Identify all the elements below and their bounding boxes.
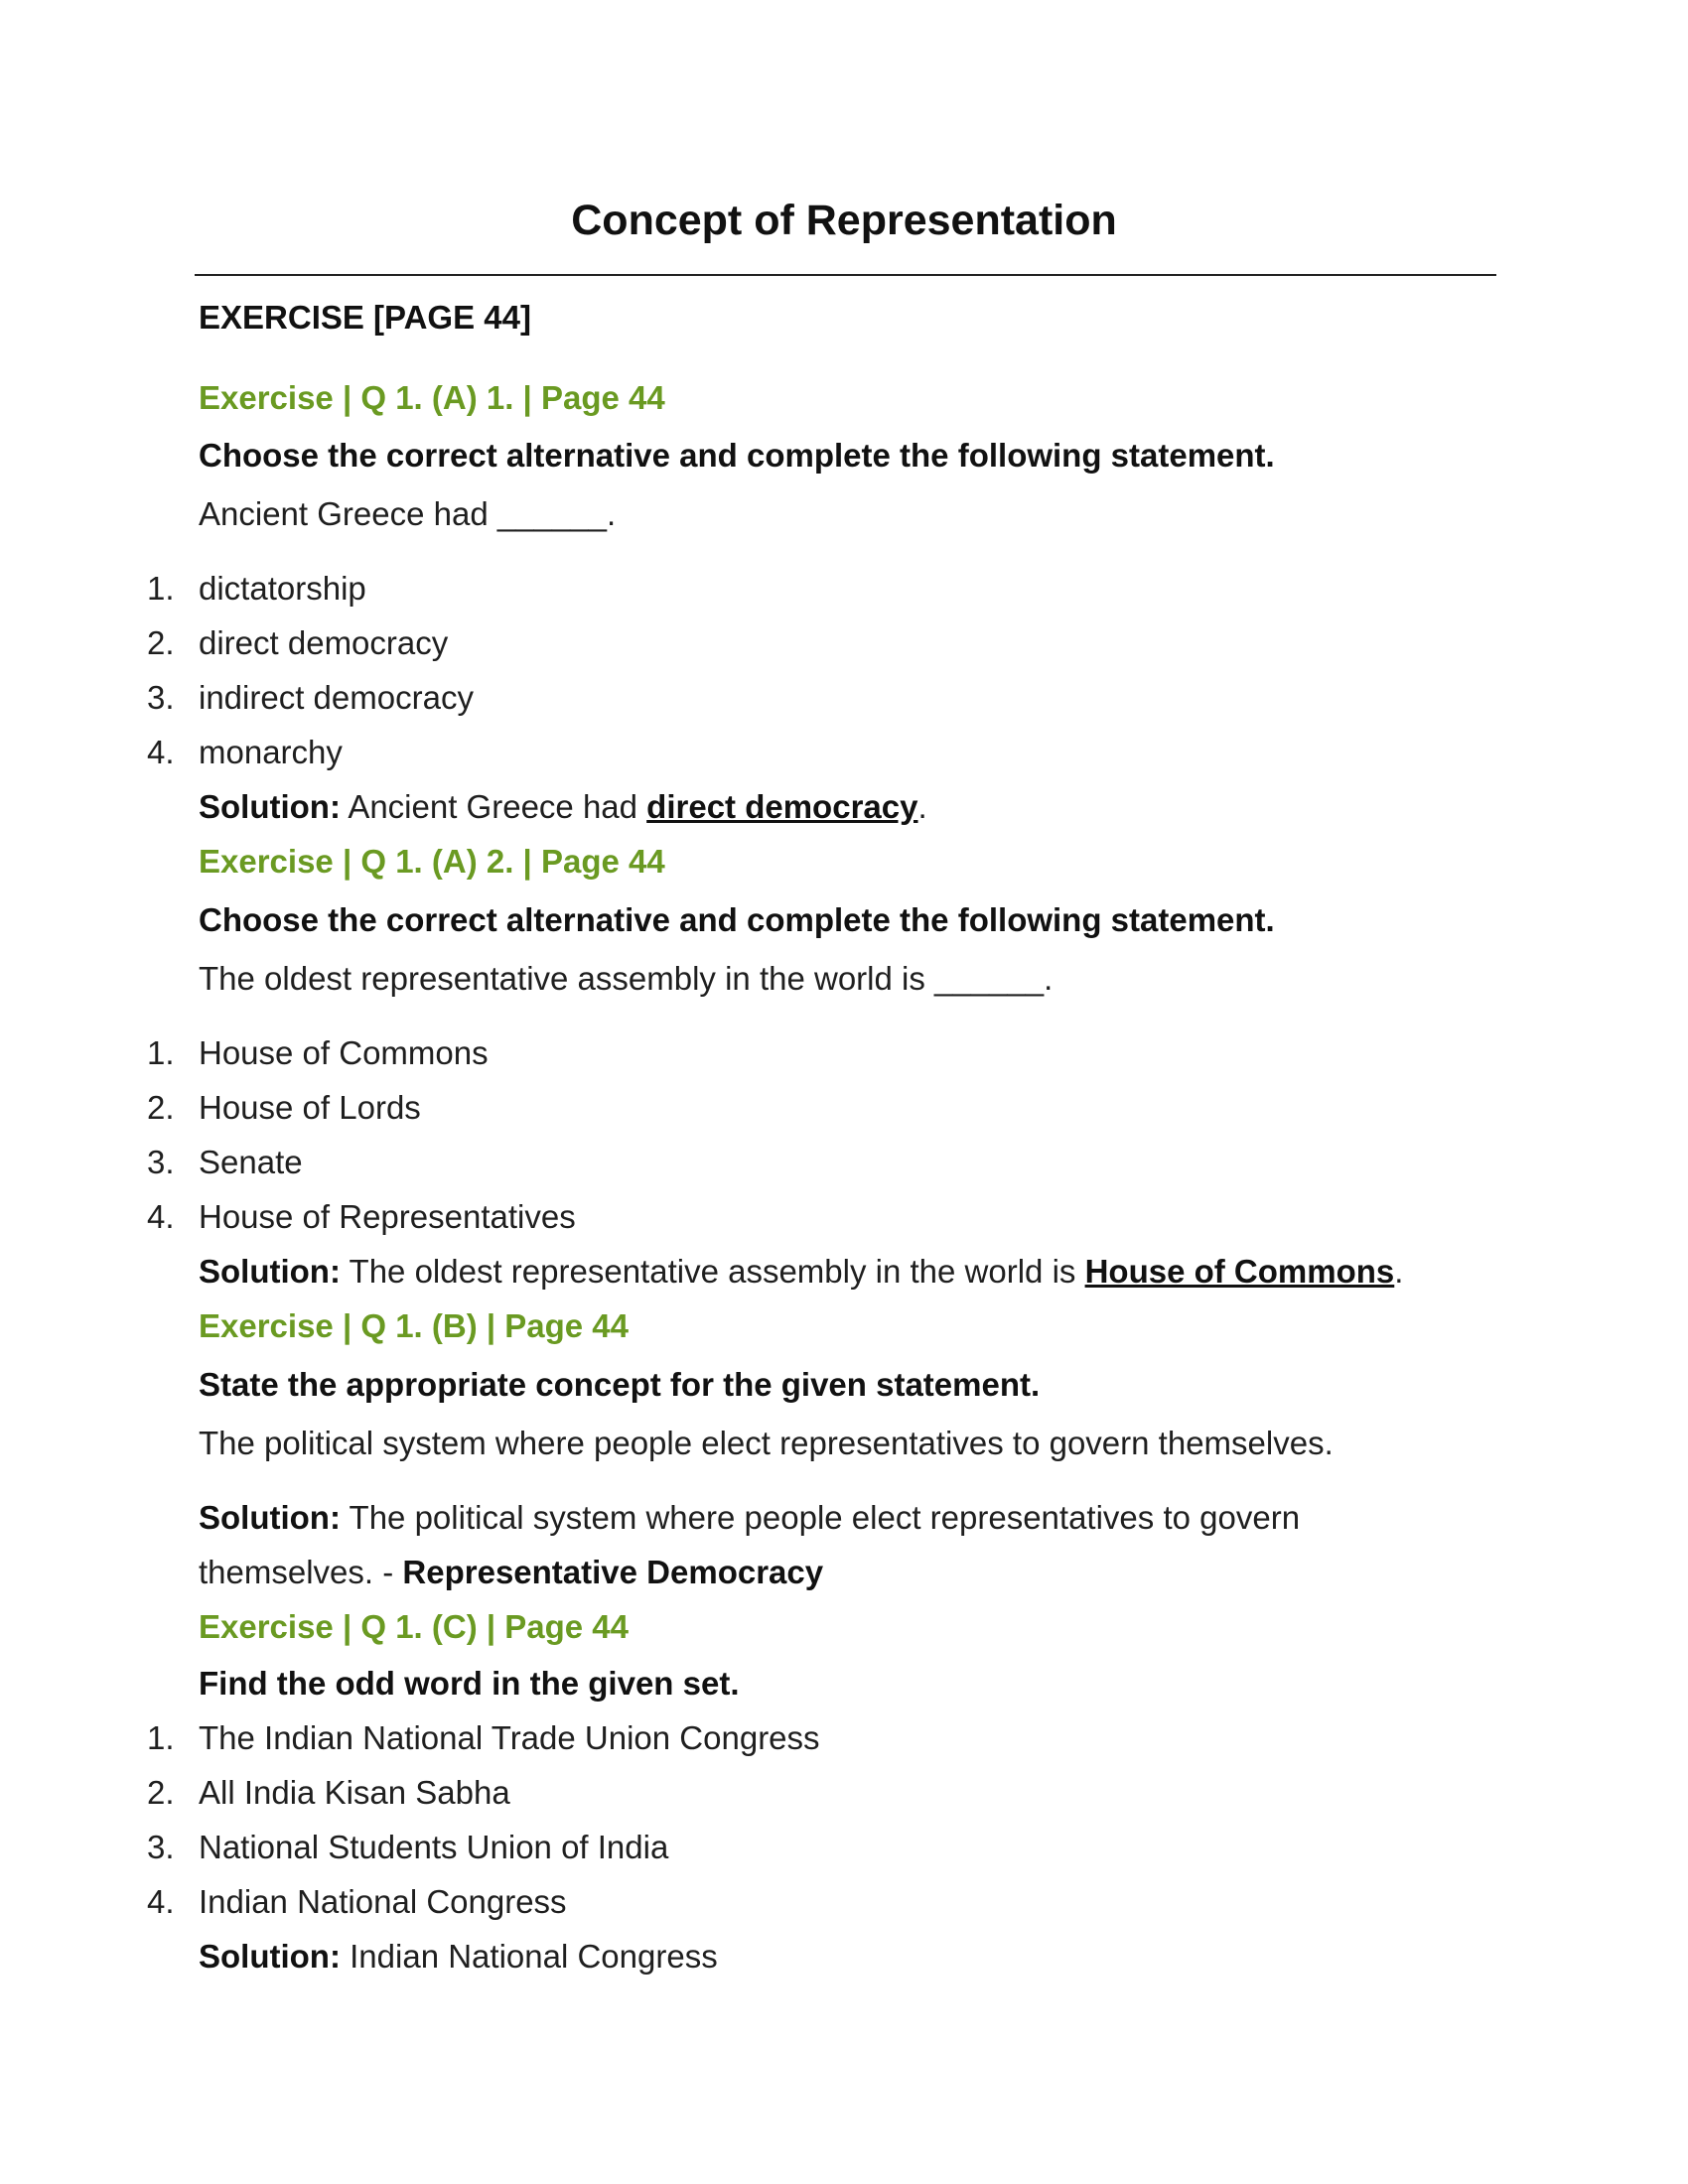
option-item: 3. indirect democracy bbox=[147, 679, 474, 716]
option-item: 2. All India Kisan Sabha bbox=[147, 1774, 510, 1811]
option-item: 3. National Students Union of India bbox=[147, 1829, 669, 1865]
question-statement-q1b: The political system where people elect representatives to govern themselves. bbox=[199, 1425, 1334, 1461]
page-title: Concept of Representation bbox=[571, 197, 1117, 244]
option-item: 3. Senate bbox=[147, 1144, 303, 1180]
exercise-header-q1a2: Exercise | Q 1. (A) 2. | Page 44 bbox=[199, 843, 665, 880]
question-prompt-q1a1: Choose the correct alternative and complete the following statement. bbox=[199, 437, 1275, 474]
solution-q1c: Solution: Indian National Congress bbox=[199, 1938, 718, 1975]
question-statement-q1a1: Ancient Greece had ______. bbox=[199, 495, 617, 532]
question-prompt-q1a2: Choose the correct alternative and complete the following statement. bbox=[199, 901, 1275, 938]
question-prompt-q1c: Find the odd word in the given set. bbox=[199, 1665, 740, 1702]
option-item: 2. House of Lords bbox=[147, 1089, 421, 1126]
option-item: 1. dictatorship bbox=[147, 570, 366, 607]
question-prompt-q1b: State the appropriate concept for the given statement. bbox=[199, 1366, 1041, 1403]
option-item: 4. monarchy bbox=[147, 734, 343, 770]
solution-q1b: Solution: The political system where people elect representatives to govern bbox=[199, 1499, 1301, 1536]
solution-q1a1: Solution: Ancient Greece had direct democracy. bbox=[199, 788, 927, 825]
option-item: 4. Indian National Congress bbox=[147, 1883, 567, 1920]
exercise-header-q1c: Exercise | Q 1. (C) | Page 44 bbox=[199, 1608, 630, 1645]
solution-q1a2: Solution: The oldest representative assembly in the world is House of Commons. bbox=[199, 1253, 1404, 1290]
option-item: 1. House of Commons bbox=[147, 1034, 489, 1071]
option-item: 2. direct democracy bbox=[147, 624, 449, 661]
exercise-header-q1b: Exercise | Q 1. (B) | Page 44 bbox=[199, 1307, 630, 1344]
solution-q1b-continued: themselves. - Representative Democracy bbox=[199, 1554, 824, 1590]
option-item: 4. House of Representatives bbox=[147, 1198, 576, 1235]
question-statement-q1a2: The oldest representative assembly in the world is ______. bbox=[199, 960, 1054, 997]
option-item: 1. The Indian National Trade Union Congress bbox=[147, 1719, 820, 1756]
section-heading: EXERCISE [PAGE 44] bbox=[199, 299, 531, 336]
title-divider bbox=[195, 274, 1496, 276]
exercise-header-q1a1: Exercise | Q 1. (A) 1. | Page 44 bbox=[199, 379, 665, 416]
